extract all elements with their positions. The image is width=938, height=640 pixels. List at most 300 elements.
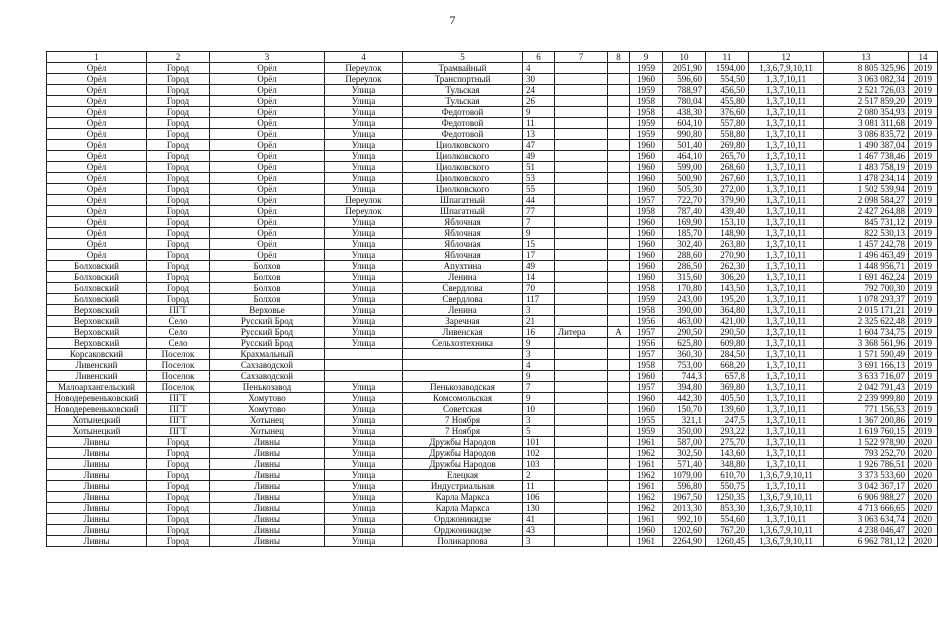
table-row <box>47 173 938 184</box>
table-cell: 139,60 <box>706 404 749 415</box>
table-cell: 4 713 666,65 <box>824 503 909 514</box>
table-cell: Хомутово <box>210 404 325 415</box>
table-cell: Улица <box>325 426 403 437</box>
table-cell: Орёл <box>210 195 325 206</box>
table-cell: Ливны <box>47 459 147 470</box>
table-cell: 2019 <box>909 327 938 338</box>
table-cell <box>608 459 630 470</box>
table-cell <box>555 140 608 151</box>
table-cell: Орёл <box>210 85 325 96</box>
table-row <box>47 448 938 459</box>
table-cell: Шпагатный <box>403 206 523 217</box>
table-cell: 1,3,7,10,11 <box>749 305 824 316</box>
table-cell: 2 521 726,03 <box>824 85 909 96</box>
table-cell: Крахмальный <box>210 349 325 360</box>
table-cell: ПГТ <box>147 415 210 426</box>
table-cell: 47 <box>523 140 555 151</box>
table-cell: 2 <box>523 470 555 481</box>
table-cell <box>608 228 630 239</box>
table-cell <box>555 349 608 360</box>
table-cell: 1,3,7,10,11 <box>749 162 824 173</box>
table-cell: 2020 <box>909 514 938 525</box>
table-cell: 1 457 242,78 <box>824 239 909 250</box>
table-cell: 1 078 293,37 <box>824 294 909 305</box>
column-number-cell: 8 <box>608 52 630 63</box>
table-cell: Ливны <box>210 525 325 536</box>
table-cell <box>608 349 630 360</box>
table-cell: 9 <box>523 107 555 118</box>
table-cell: 1,3,6,7,9,10,11 <box>749 492 824 503</box>
table-cell: Русский Брод <box>210 316 325 327</box>
table-cell: Трамвайный <box>403 63 523 74</box>
table-cell: 587,00 <box>663 437 706 448</box>
table-cell: Ливны <box>210 536 325 547</box>
table-cell: 2019 <box>909 250 938 261</box>
table-cell: Яблочная <box>403 228 523 239</box>
table-cell: 1957 <box>630 327 663 338</box>
table-cell: Новодеревеньковский <box>47 393 147 404</box>
table-cell: 625,80 <box>663 338 706 349</box>
table-row <box>47 239 938 250</box>
table-cell: 657,8 <box>706 371 749 382</box>
table-cell <box>555 382 608 393</box>
table-cell: 8 805 325,96 <box>824 63 909 74</box>
table-cell: 2020 <box>909 448 938 459</box>
table-cell: 853,30 <box>706 503 749 514</box>
table-cell: Орджоникидзе <box>403 514 523 525</box>
table-cell: 463,00 <box>663 316 706 327</box>
table-cell: Русский Брод <box>210 338 325 349</box>
table-row <box>47 96 938 107</box>
table-cell: 1,3,6,7,9,10,11 <box>749 525 824 536</box>
table-cell: 2 427 264,88 <box>824 206 909 217</box>
table-cell <box>555 195 608 206</box>
table-cell: 1959 <box>630 426 663 437</box>
table-cell: Индустриальная <box>403 481 523 492</box>
table-cell: Тульская <box>403 85 523 96</box>
table-cell: 1,3,7,10,11 <box>749 239 824 250</box>
table-cell: 780,04 <box>663 96 706 107</box>
table-cell: Пенькозавод <box>210 382 325 393</box>
table-cell <box>555 107 608 118</box>
table-cell: 1 502 539,94 <box>824 184 909 195</box>
table-cell: Улица <box>325 492 403 503</box>
table-cell: 1960 <box>630 173 663 184</box>
table-cell: 464,10 <box>663 151 706 162</box>
table-cell: 2019 <box>909 63 938 74</box>
table-cell: 2264,90 <box>663 536 706 547</box>
table-cell: 270,90 <box>706 250 749 261</box>
table-cell <box>403 349 523 360</box>
table-cell: 1,3,7,10,11 <box>749 426 824 437</box>
table-cell: 1962 <box>630 492 663 503</box>
table-cell: 1,3,6,7,9,10,11 <box>749 470 824 481</box>
table-row <box>47 195 938 206</box>
table-cell: 288,60 <box>663 250 706 261</box>
table-row <box>47 349 938 360</box>
table-cell: 16 <box>523 327 555 338</box>
column-number-cell: 11 <box>706 52 749 63</box>
table-cell: Дружбы Народов <box>403 459 523 470</box>
column-number-cell: 6 <box>523 52 555 63</box>
table-cell: 364,80 <box>706 305 749 316</box>
table-cell: Верховский <box>47 305 147 316</box>
table-cell: Ливны <box>47 448 147 459</box>
table-row <box>47 129 938 140</box>
table-cell: 2020 <box>909 470 938 481</box>
table-row <box>47 382 938 393</box>
table-cell: 286,50 <box>663 261 706 272</box>
table-cell: 771 156,53 <box>824 404 909 415</box>
table-cell: 2019 <box>909 360 938 371</box>
table-cell: 1962 <box>630 470 663 481</box>
table-cell: 284,50 <box>706 349 749 360</box>
table-cell: Город <box>147 107 210 118</box>
table-cell: Корсаковский <box>47 349 147 360</box>
table-cell: Город <box>147 140 210 151</box>
table-row <box>47 261 938 272</box>
table-cell: 262,30 <box>706 261 749 272</box>
table-cell: 70 <box>523 283 555 294</box>
table-cell <box>555 250 608 261</box>
housing-register-table <box>46 51 938 547</box>
table-cell: Город <box>147 96 210 107</box>
table-cell: 2019 <box>909 96 938 107</box>
table-cell: Циолковского <box>403 162 523 173</box>
table-cell: Город <box>147 536 210 547</box>
table-cell: 2019 <box>909 151 938 162</box>
table-cell: ПГТ <box>147 404 210 415</box>
table-cell: Орёл <box>210 129 325 140</box>
table-cell: 3 373 533,60 <box>824 470 909 481</box>
table-cell: Улица <box>325 459 403 470</box>
table-cell: ПГТ <box>147 393 210 404</box>
table-cell: 788,97 <box>663 85 706 96</box>
table-cell: 1958 <box>630 96 663 107</box>
table-row <box>47 360 938 371</box>
table-cell: 1,3,7,10,11 <box>749 107 824 118</box>
table-cell: 1,3,7,10,11 <box>749 151 824 162</box>
table-cell: 1960 <box>630 404 663 415</box>
table-cell: Хотынец <box>210 426 325 437</box>
table-cell: Орёл <box>210 63 325 74</box>
table-cell: 1960 <box>630 239 663 250</box>
table-cell: 753,00 <box>663 360 706 371</box>
table-cell: 767,20 <box>706 525 749 536</box>
table-cell: Город <box>147 239 210 250</box>
table-cell <box>608 173 630 184</box>
table-cell: Циолковского <box>403 140 523 151</box>
table-cell: 130 <box>523 503 555 514</box>
table-row <box>47 217 938 228</box>
table-row <box>47 426 938 437</box>
table-cell: Город <box>147 173 210 184</box>
table-cell: 1,3,7,10,11 <box>749 382 824 393</box>
table-cell <box>608 162 630 173</box>
table-cell: 2020 <box>909 459 938 470</box>
table-cell: 2019 <box>909 415 938 426</box>
table-cell: Сельхозтехника <box>403 338 523 349</box>
table-cell: 77 <box>523 206 555 217</box>
table-cell <box>555 217 608 228</box>
table-row <box>47 283 938 294</box>
table-cell: Город <box>147 206 210 217</box>
table-cell: 557,80 <box>706 118 749 129</box>
table-cell: 550,75 <box>706 481 749 492</box>
table-cell: 2019 <box>909 305 938 316</box>
table-cell: 315,60 <box>663 272 706 283</box>
table-cell: 1 604 734,75 <box>824 327 909 338</box>
table-cell: 2019 <box>909 118 938 129</box>
table-cell: Ливны <box>210 448 325 459</box>
table-cell <box>608 272 630 283</box>
table-row <box>47 63 938 74</box>
column-number-cell: 10 <box>663 52 706 63</box>
table-cell: 4 <box>523 360 555 371</box>
table-cell: 1960 <box>630 272 663 283</box>
table-row <box>47 393 938 404</box>
table-cell <box>555 151 608 162</box>
table-cell: Болхов <box>210 294 325 305</box>
table-cell: 13 <box>523 129 555 140</box>
table-cell: Ливенская <box>403 327 523 338</box>
table-cell: Улица <box>325 96 403 107</box>
table-cell: 1 496 463,49 <box>824 250 909 261</box>
table-cell: 2051,90 <box>663 63 706 74</box>
table-cell <box>608 195 630 206</box>
table-cell: 571,40 <box>663 459 706 470</box>
table-cell: Город <box>147 162 210 173</box>
table-cell: Советская <box>403 404 523 415</box>
table-cell: 3 <box>523 536 555 547</box>
table-cell <box>555 283 608 294</box>
table-cell: Орёл <box>47 63 147 74</box>
table-row <box>47 294 938 305</box>
table-cell: Улица <box>325 536 403 547</box>
table-cell: 596,80 <box>663 481 706 492</box>
table-cell: 394,80 <box>663 382 706 393</box>
table-cell: Улица <box>325 481 403 492</box>
table-cell: 1959 <box>630 63 663 74</box>
table-cell: Орёл <box>47 217 147 228</box>
table-cell: Болховский <box>47 261 147 272</box>
table-cell: Улица <box>325 470 403 481</box>
table-cell: Тульская <box>403 96 523 107</box>
table-cell <box>555 371 608 382</box>
table-cell: 2019 <box>909 206 938 217</box>
table-cell: Переулок <box>325 63 403 74</box>
table-cell: 1 483 758,19 <box>824 162 909 173</box>
table-cell: Улица <box>325 404 403 415</box>
table-cell: 321,1 <box>663 415 706 426</box>
column-number-cell: 9 <box>630 52 663 63</box>
table-cell: Улица <box>325 151 403 162</box>
table-cell: Улица <box>325 305 403 316</box>
table-cell: 1250,35 <box>706 492 749 503</box>
table-cell <box>608 283 630 294</box>
table-cell <box>608 393 630 404</box>
table-cell <box>555 129 608 140</box>
table-cell <box>555 426 608 437</box>
table-cell: Село <box>147 316 210 327</box>
table-cell: 1,3,7,10,11 <box>749 206 824 217</box>
table-row <box>47 404 938 415</box>
table-cell: Ливны <box>210 503 325 514</box>
table-cell: Орёл <box>47 239 147 250</box>
table-cell <box>608 514 630 525</box>
table-cell: Болховский <box>47 283 147 294</box>
table-cell: Орёл <box>210 162 325 173</box>
table-row <box>47 305 938 316</box>
table-cell: 3 063 082,34 <box>824 74 909 85</box>
table-cell <box>555 393 608 404</box>
table-row <box>47 470 938 481</box>
table-cell: Орёл <box>210 206 325 217</box>
table-cell: 7 Ноября <box>403 426 523 437</box>
table-cell: Федотовой <box>403 118 523 129</box>
table-cell: 1,3,7,10,11 <box>749 437 824 448</box>
table-cell: 1960 <box>630 217 663 228</box>
table-cell: Орёл <box>47 96 147 107</box>
table-cell: 2020 <box>909 437 938 448</box>
table-cell: 2020 <box>909 492 938 503</box>
table-cell <box>555 118 608 129</box>
table-cell: 106 <box>523 492 555 503</box>
table-cell: 3 <box>523 305 555 316</box>
table-cell: Ливны <box>47 481 147 492</box>
table-cell: 455,80 <box>706 96 749 107</box>
table-cell <box>608 74 630 85</box>
table-cell <box>555 63 608 74</box>
table-row <box>47 327 938 338</box>
table-cell: Орёл <box>210 118 325 129</box>
table-cell: Улица <box>325 525 403 536</box>
table-cell: Улица <box>325 261 403 272</box>
table-cell: 1955 <box>630 415 663 426</box>
table-cell: Ливны <box>210 492 325 503</box>
column-number-cell: 4 <box>325 52 403 63</box>
table-cell: 1960 <box>630 525 663 536</box>
table-cell: 990,80 <box>663 129 706 140</box>
table-cell: Улица <box>325 327 403 338</box>
table-cell <box>555 503 608 514</box>
table-cell: Ленина <box>403 272 523 283</box>
table-cell: Город <box>147 525 210 536</box>
table-cell: 1,3,7,10,11 <box>749 184 824 195</box>
table-cell: Улица <box>325 283 403 294</box>
table-cell: 369,80 <box>706 382 749 393</box>
table-cell: 2019 <box>909 239 938 250</box>
table-cell: 456,50 <box>706 85 749 96</box>
table-cell: 103 <box>523 459 555 470</box>
table-cell: Город <box>147 294 210 305</box>
table-cell: 21 <box>523 316 555 327</box>
table-cell <box>555 162 608 173</box>
table-cell: 792 700,30 <box>824 283 909 294</box>
table-cell: Улица <box>325 239 403 250</box>
table-cell: 1 367 200,86 <box>824 415 909 426</box>
table-cell: 1,3,7,10,11 <box>749 96 824 107</box>
table-cell <box>608 525 630 536</box>
table-cell: 1957 <box>630 382 663 393</box>
table-cell: Орёл <box>210 74 325 85</box>
table-cell: 1202,60 <box>663 525 706 536</box>
table-cell: Орёл <box>47 173 147 184</box>
table-cell: А <box>608 327 630 338</box>
table-cell: 101 <box>523 437 555 448</box>
table-cell: 505,30 <box>663 184 706 195</box>
table-cell <box>555 492 608 503</box>
table-row <box>47 525 938 536</box>
table-cell: 7 Ноября <box>403 415 523 426</box>
table-cell: Орёл <box>47 107 147 118</box>
table-row <box>47 85 938 96</box>
table-cell: Улица <box>325 173 403 184</box>
table-cell: Хотынец <box>210 415 325 426</box>
table-cell: 1959 <box>630 294 663 305</box>
table-cell: Ливны <box>47 437 147 448</box>
table-cell: ПГТ <box>147 426 210 437</box>
table-cell <box>608 503 630 514</box>
table-cell: Циолковского <box>403 173 523 184</box>
table-cell: 143,60 <box>706 448 749 459</box>
table-cell <box>608 316 630 327</box>
table-cell <box>555 294 608 305</box>
table-cell: 1,3,7,10,11 <box>749 129 824 140</box>
table-cell: 1,3,7,10,11 <box>749 118 824 129</box>
table-cell: 30 <box>523 74 555 85</box>
table-cell: 376,60 <box>706 107 749 118</box>
table-cell: 1960 <box>630 393 663 404</box>
table-cell: 2019 <box>909 85 938 96</box>
table-cell: Болхов <box>210 272 325 283</box>
table-cell: 3 633 716,07 <box>824 371 909 382</box>
table-cell <box>555 525 608 536</box>
table-cell: 609,80 <box>706 338 749 349</box>
table-cell <box>608 85 630 96</box>
table-cell: 9 <box>523 393 555 404</box>
table-cell: 306,20 <box>706 272 749 283</box>
table-cell: 185,70 <box>663 228 706 239</box>
table-cell <box>608 63 630 74</box>
table-row <box>47 118 938 129</box>
table-cell: Апухтина <box>403 261 523 272</box>
table-cell: 2019 <box>909 129 938 140</box>
table-cell: 1,3,7,10,11 <box>749 360 824 371</box>
table-cell: Город <box>147 217 210 228</box>
table-cell: Федотовой <box>403 129 523 140</box>
table-row <box>47 107 938 118</box>
table-row <box>47 316 938 327</box>
table-cell: Карла Маркса <box>403 492 523 503</box>
table-cell: 2019 <box>909 382 938 393</box>
table-cell: 150,70 <box>663 404 706 415</box>
table-cell: 1958 <box>630 107 663 118</box>
table-cell: Верховский <box>47 316 147 327</box>
table-cell: 2019 <box>909 74 938 85</box>
table-row <box>47 272 938 283</box>
table-cell: 2020 <box>909 481 938 492</box>
table-cell <box>608 261 630 272</box>
table-cell: 11 <box>523 118 555 129</box>
table-row <box>47 492 938 503</box>
table-cell: Русский Брод <box>210 327 325 338</box>
table-cell: 15 <box>523 239 555 250</box>
table-cell: Новодеревеньковский <box>47 404 147 415</box>
table-cell <box>555 96 608 107</box>
table-cell: Город <box>147 151 210 162</box>
table-cell: Орёл <box>210 217 325 228</box>
